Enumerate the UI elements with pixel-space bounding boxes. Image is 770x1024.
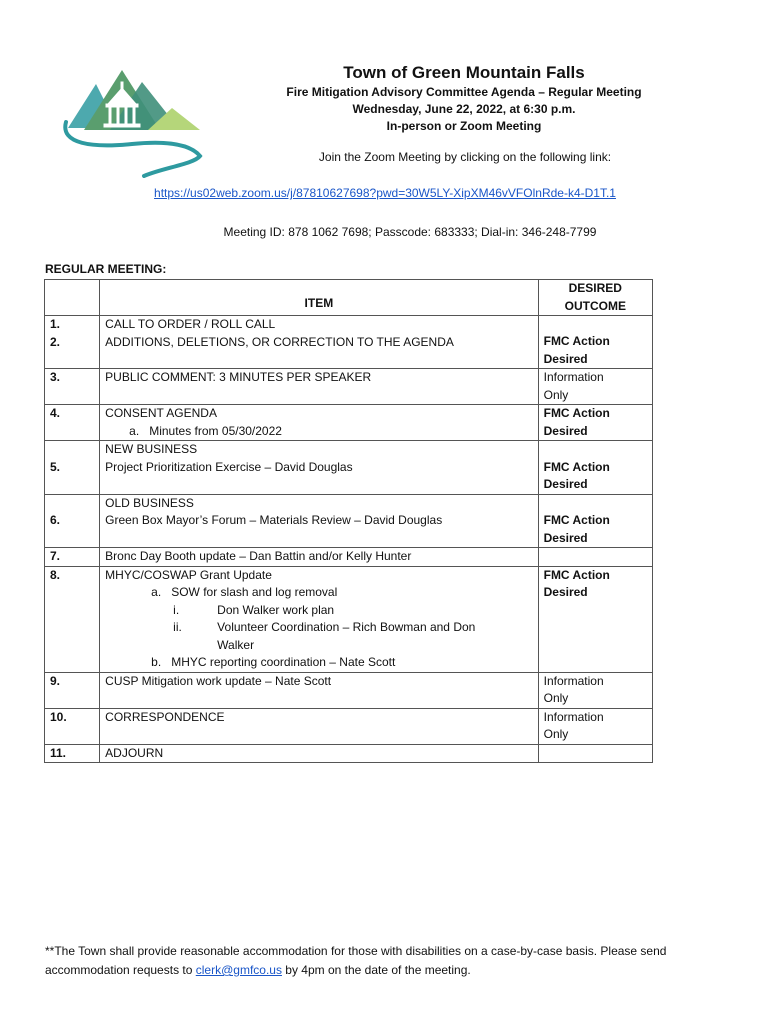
row-number: 5. bbox=[45, 441, 100, 495]
meeting-format: In-person or Zoom Meeting bbox=[386, 119, 542, 133]
row-item: ADJOURN bbox=[100, 744, 538, 763]
row-item: Bronc Day Booth update – Dan Battin and/or Kelly Hunter bbox=[100, 548, 538, 567]
agenda-table bbox=[44, 279, 653, 763]
row-number: 11. bbox=[45, 744, 100, 763]
row-item: CORRESPONDENCE bbox=[100, 708, 538, 744]
section-heading: REGULAR MEETING: bbox=[45, 262, 167, 276]
row-item: NEW BUSINESS Project Prioritization Exercise – David Douglas bbox=[100, 441, 538, 495]
table-row bbox=[45, 494, 653, 548]
row-number: 9. bbox=[45, 672, 100, 708]
row-number: 8. bbox=[45, 566, 100, 672]
row-outcome: Information Only bbox=[538, 369, 652, 405]
row-item: CONSENT AGENDA a. Minutes from 05/30/2022 bbox=[100, 405, 538, 441]
table-row bbox=[45, 441, 653, 495]
row-outcome: FMC Action Desired bbox=[538, 316, 652, 369]
header-desired-outcome: DESIRED OUTCOME bbox=[538, 280, 652, 316]
table-row bbox=[45, 548, 653, 567]
row-outcome: FMC Action Desired bbox=[538, 494, 652, 548]
header-number-cell bbox=[45, 280, 100, 316]
row-number: 10. bbox=[45, 708, 100, 744]
town-logo bbox=[62, 60, 208, 178]
row-number: 3. bbox=[45, 369, 100, 405]
town-title: Town of Green Mountain Falls bbox=[343, 63, 585, 82]
table-row bbox=[45, 744, 653, 763]
table-row bbox=[45, 369, 653, 405]
row-outcome bbox=[538, 548, 652, 567]
row-item: PUBLIC COMMENT: 3 MINUTES PER SPEAKER bbox=[100, 369, 538, 405]
accommodation-note bbox=[45, 942, 725, 980]
zoom-meeting-link[interactable]: https://us02web.zoom.us/j/87810627698?pwd=30W5LY-XipXM46vVFOlnRde-k4-D1T.1 bbox=[154, 186, 616, 200]
row-outcome: FMC Action Desired bbox=[538, 405, 652, 441]
row-number: 1. 2. bbox=[45, 316, 100, 369]
table-row bbox=[45, 566, 653, 672]
table-header-row bbox=[45, 280, 653, 316]
table-row bbox=[45, 316, 653, 369]
row-outcome: FMC Action Desired bbox=[538, 566, 652, 672]
row-outcome: Information Only bbox=[538, 672, 652, 708]
table-row bbox=[45, 708, 653, 744]
meeting-date: Wednesday, June 22, 2022, at 6:30 p.m. bbox=[352, 102, 576, 116]
table-row bbox=[45, 672, 653, 708]
accommodation-text: **The Town shall provide reasonable accommodation for those with disabilities on a case-by-case basis. Please send accommodation requests to bbox=[45, 944, 667, 977]
header-item: ITEM bbox=[100, 280, 538, 316]
table-row bbox=[45, 405, 653, 441]
row-item: CUSP Mitigation work update – Nate Scott bbox=[100, 672, 538, 708]
zoom-join-text: Join the Zoom Meeting by clicking on the following link: bbox=[318, 150, 612, 164]
row-number: 6. bbox=[45, 494, 100, 548]
row-number: 4. bbox=[45, 405, 100, 441]
row-item: MHYC/COSWAP Grant Update a. SOW for slash and log removal i. Don Walker work plan ii. Volunteer Coordination – Rich Bowman and Don Walker b. MHYC reporting coordination – Nate Scott bbox=[100, 566, 538, 672]
row-outcome: FMC Action Desired bbox=[538, 441, 652, 495]
row-outcome: Information Only bbox=[538, 708, 652, 744]
row-number: 7. bbox=[45, 548, 100, 567]
accommodation-text-end: by 4pm on the date of the meeting. bbox=[281, 963, 471, 977]
meeting-id-info: Meeting ID: 878 1062 7698; Passcode: 683333; Dial-in: 346-248-7799 bbox=[223, 225, 597, 239]
committee-line: Fire Mitigation Advisory Committee Agenda – Regular Meeting bbox=[286, 85, 642, 99]
document-header bbox=[282, 62, 646, 135]
clerk-email-link[interactable]: clerk@gmfco.us bbox=[195, 963, 282, 977]
row-item: OLD BUSINESS Green Box Mayor’s Forum – Materials Review – David Douglas bbox=[100, 494, 538, 548]
row-outcome bbox=[538, 744, 652, 763]
row-item: CALL TO ORDER / ROLL CALL ADDITIONS, DELETIONS, OR CORRECTION TO THE AGENDA bbox=[100, 316, 538, 369]
